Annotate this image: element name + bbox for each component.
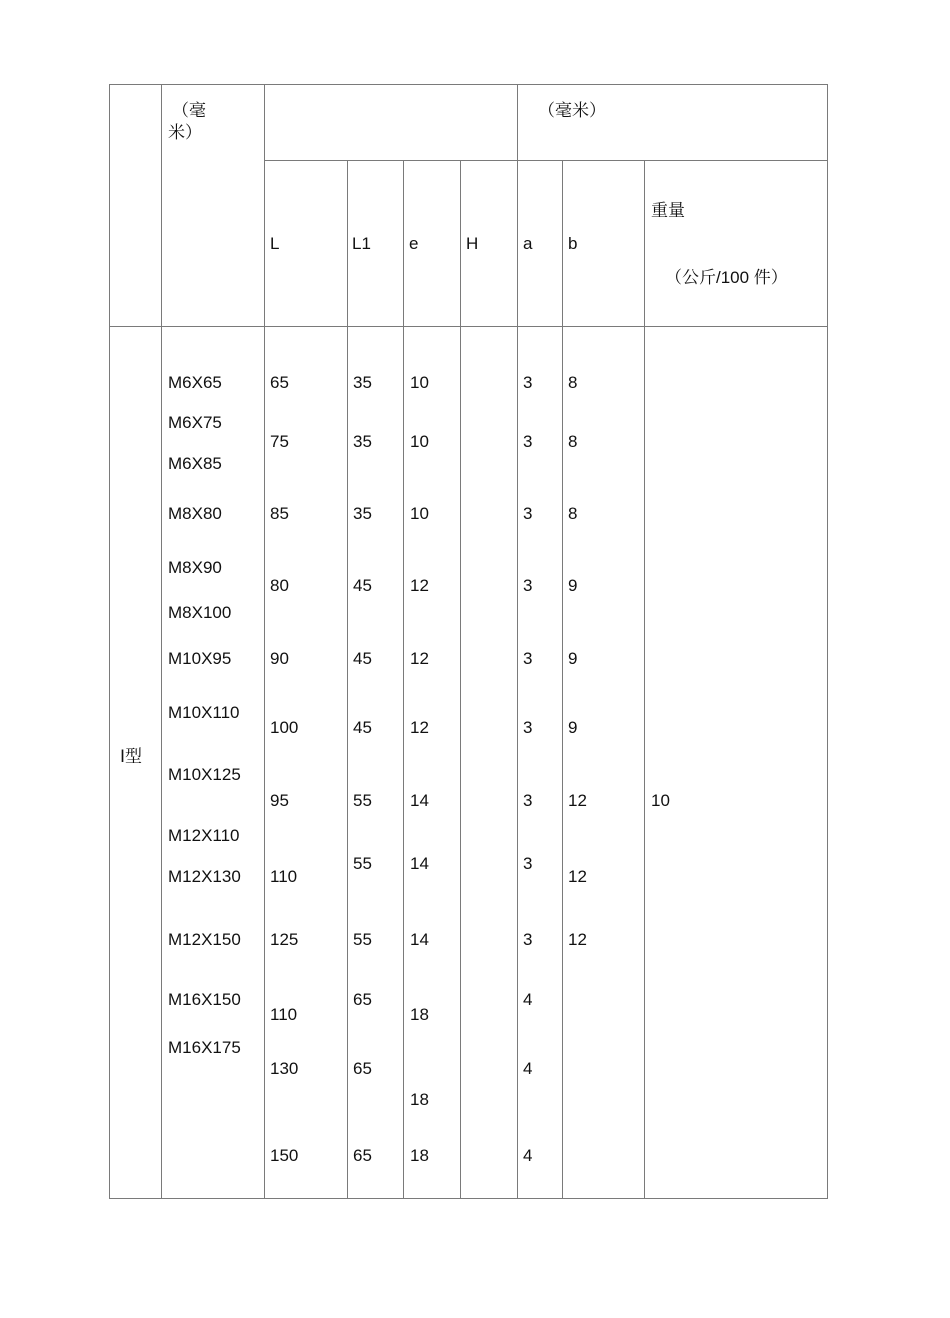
col-header-L1: L1 (352, 234, 371, 253)
col-divider-2 (264, 84, 265, 1199)
value-e: 12 (410, 576, 429, 595)
value-b: 8 (568, 373, 578, 392)
value-e: 14 (410, 791, 429, 810)
table-border-left (109, 84, 110, 1199)
value-a: 3 (523, 576, 533, 595)
table-border-bottom (109, 1198, 828, 1199)
type-label: Ⅰ型 (120, 747, 143, 766)
value-e: 10 (410, 373, 429, 392)
col-divider-7 (562, 160, 563, 1199)
value-a: 4 (523, 1059, 533, 1078)
spec-cell: M8X80 (168, 504, 222, 523)
value-a: 3 (523, 373, 533, 392)
spec-cell: M10X110 (168, 703, 240, 722)
value-L1: 45 (353, 576, 372, 595)
value-b: 12 (568, 791, 587, 810)
col-divider-8 (644, 160, 645, 1199)
value-b: 9 (568, 576, 578, 595)
spec-cell: M10X125 (168, 765, 241, 784)
value-L1: 35 (353, 373, 372, 392)
value-e: 12 (410, 649, 429, 668)
unit-left-line2: 米） (168, 123, 202, 142)
spec-cell: M16X175 (168, 1038, 241, 1057)
value-L: 110 (270, 867, 298, 886)
value-a: 4 (523, 1146, 533, 1165)
unit-left-line1: （毫 (172, 101, 206, 120)
value-L1: 35 (353, 504, 372, 523)
value-L1: 45 (353, 649, 372, 668)
value-b: 12 (568, 930, 587, 949)
header-divider (264, 160, 828, 161)
value-L: 150 (270, 1146, 299, 1165)
value-a: 3 (523, 504, 533, 523)
col-header-weight-unit: （公斤/100 件） (665, 268, 788, 287)
value-L1: 65 (353, 990, 372, 1009)
value-e: 18 (410, 1146, 429, 1165)
spec-cell: M6X75 (168, 413, 222, 432)
col-divider-4 (403, 160, 404, 1199)
spec-cell: M12X130 (168, 867, 241, 886)
value-L1: 65 (353, 1146, 372, 1165)
col-header-L: L (270, 234, 280, 253)
spec-cell: M6X85 (168, 454, 222, 473)
value-a: 3 (523, 718, 533, 737)
value-b: 12 (568, 867, 587, 886)
spec-cell: M10X95 (168, 649, 232, 668)
value-L1: 35 (353, 432, 372, 451)
col-header-b: b (568, 234, 578, 253)
header-bottom-border (109, 326, 828, 327)
col-header-weight: 重量 (651, 201, 685, 220)
table-border-top (109, 84, 828, 85)
value-b: 8 (568, 432, 578, 451)
value-L1: 55 (353, 930, 372, 949)
col-header-H: H (466, 234, 479, 253)
value-weight: 10 (651, 791, 670, 810)
value-e: 10 (410, 504, 429, 523)
value-b: 8 (568, 504, 578, 523)
col-divider-3 (347, 160, 348, 1199)
unit-right: （毫米） (538, 101, 606, 120)
value-L: 85 (270, 504, 289, 523)
value-L: 125 (270, 930, 299, 949)
value-a: 3 (523, 432, 533, 451)
value-e: 14 (410, 930, 429, 949)
spec-cell: M8X100 (168, 603, 232, 622)
value-a: 3 (523, 649, 533, 668)
value-a: 3 (523, 930, 533, 949)
spec-cell: M12X150 (168, 930, 241, 949)
col-divider-1 (161, 84, 162, 1199)
col-header-e: e (409, 234, 419, 253)
spec-cell: M8X90 (168, 558, 222, 577)
col-divider-5 (460, 160, 461, 1199)
value-L: 130 (270, 1059, 299, 1078)
value-e: 18 (410, 1090, 429, 1109)
value-L: 80 (270, 576, 289, 595)
value-e: 12 (410, 718, 429, 737)
value-L: 100 (270, 718, 299, 737)
value-b: 9 (568, 649, 578, 668)
value-L1: 55 (353, 854, 372, 873)
spec-cell: M16X150 (168, 990, 241, 1009)
value-L1: 45 (353, 718, 372, 737)
value-e: 10 (410, 432, 429, 451)
spec-cell: M6X65 (168, 373, 222, 392)
col-header-a: a (523, 234, 533, 253)
value-e: 14 (410, 854, 429, 873)
value-a: 3 (523, 791, 533, 810)
value-L: 95 (270, 791, 289, 810)
value-L: 65 (270, 373, 289, 392)
value-L: 110 (270, 1005, 298, 1024)
value-L1: 55 (353, 791, 372, 810)
value-e: 18 (410, 1005, 429, 1024)
value-b: 9 (568, 718, 578, 737)
value-a: 3 (523, 854, 533, 873)
value-a: 4 (523, 990, 533, 1009)
col-divider-6 (517, 84, 518, 1199)
value-L1: 65 (353, 1059, 372, 1078)
value-L: 75 (270, 432, 289, 451)
table-border-right (827, 84, 828, 1199)
value-L: 90 (270, 649, 289, 668)
spec-cell: M12X110 (168, 826, 240, 845)
